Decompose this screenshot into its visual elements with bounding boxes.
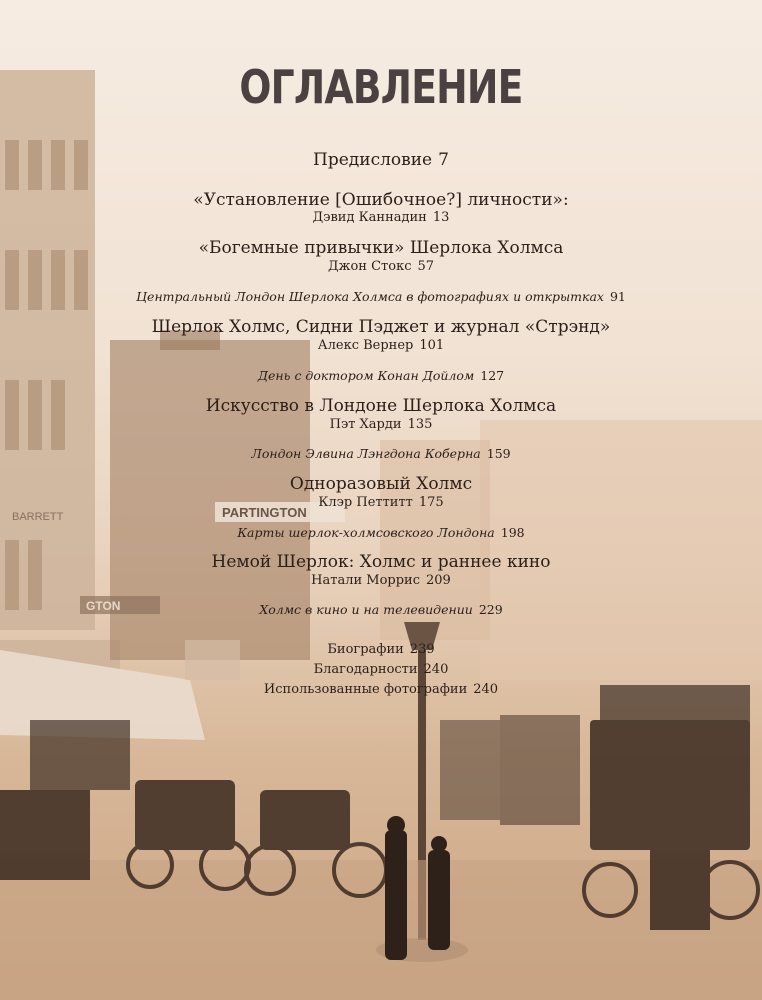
toc-entry: Предисловие 7 — [313, 150, 449, 170]
toc-entry: Благодарности 240 — [313, 662, 449, 677]
toc-entry: Центральный Лондон Шерлока Холмса в фотографиях и открытках 91 — [136, 289, 626, 304]
toc-entry: Биографии 239 — [327, 642, 435, 657]
toc-entry: «Установление [Ошибочное?] личности»: — [193, 190, 569, 210]
toc-entry: Карты шерлок-холмсовского Лондона 198 — [237, 525, 525, 540]
toc-entry: Искусство в Лондоне Шерлока Холмса — [205, 396, 557, 416]
toc-entry: Использованные фотографии 240 — [263, 682, 499, 697]
toc-entry: Шерлок Холмс, Сидни Пэджет и журнал «Стрэнд» — [151, 317, 611, 337]
toc-author: Натали Моррис 209 — [311, 573, 451, 588]
toc-author: Клэр Петтитт 175 — [318, 495, 444, 510]
toc-entry: Одноразовый Холмс — [289, 474, 473, 494]
toc-author: Алекс Вернер 101 — [317, 338, 445, 353]
toc-entry: День с доктором Конан Дойлом 127 — [257, 368, 505, 383]
partington-sign: PARTINGTON — [222, 505, 307, 520]
toc-entry: Немой Шерлок: Холмс и раннее кино — [211, 552, 551, 572]
toc-entry: Холмс в кино и на телевидении 229 — [259, 602, 503, 617]
gton-sign: GTON — [86, 599, 121, 613]
page-title: ОГЛАВЛЕНИЕ — [239, 60, 523, 114]
toc-author: Джон Стокс 57 — [327, 259, 435, 274]
toc-entry: Лондон Элвина Лэнгдона Коберна 159 — [251, 446, 511, 461]
barrett-sign: BARRETT — [12, 511, 64, 523]
toc-entry: «Богемные привычки» Шерлока Холмса — [198, 238, 564, 258]
toc-author: Пэт Харди 135 — [329, 417, 433, 432]
toc-author: Дэвид Каннадин 13 — [312, 210, 450, 225]
